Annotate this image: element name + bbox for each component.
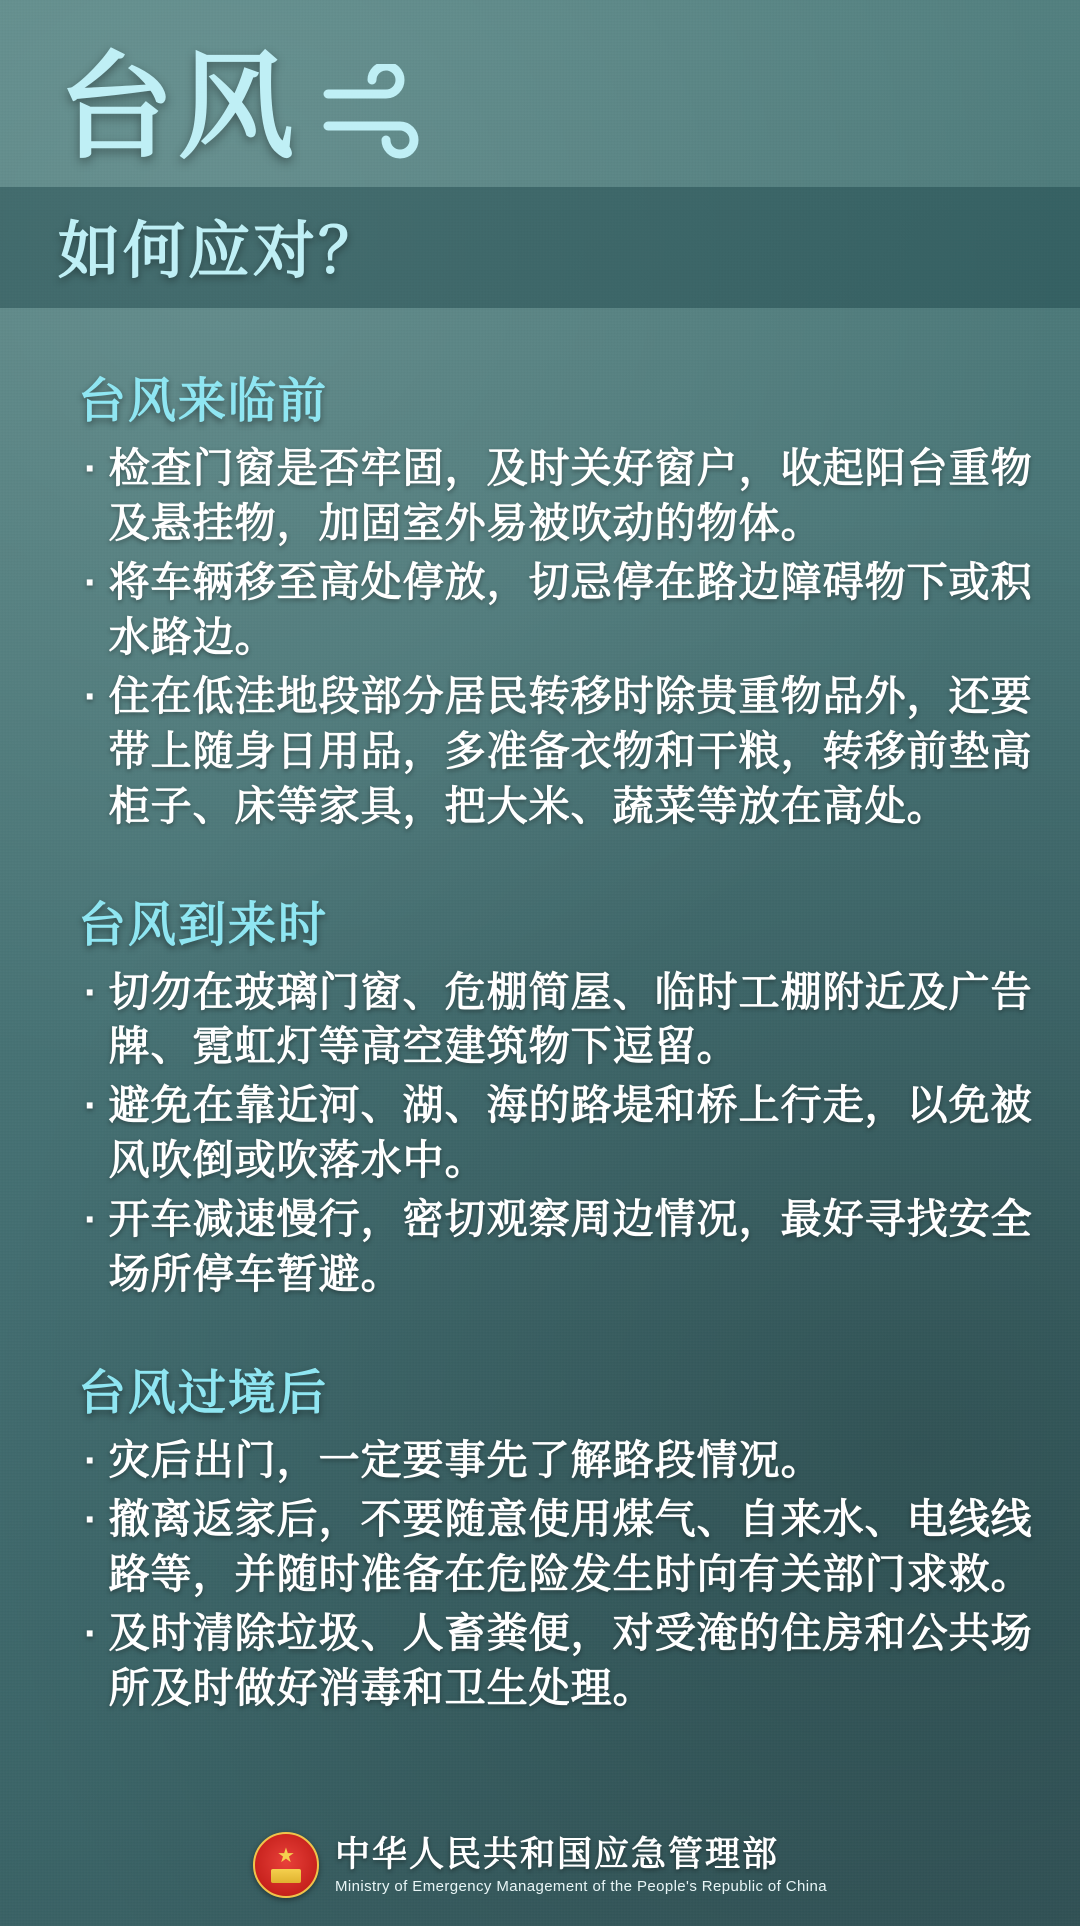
bullet-icon: · xyxy=(84,672,99,719)
list-item-text: 切勿在玻璃门窗、危棚简屋、临时工棚附近及广告牌、霓虹灯等高空建筑物下逗留。 xyxy=(108,968,1033,1070)
list-item-text: 将车辆移至高处停放，切忌停在路边障碍物下或积水路边。 xyxy=(108,558,1033,660)
title-row xyxy=(58,42,1080,172)
list-item xyxy=(44,555,1036,665)
section-heading: 台风到来时 xyxy=(78,898,329,952)
emblem-star: ★ xyxy=(277,1845,295,1867)
bullet-icon: · xyxy=(84,444,99,491)
section-after-typhoon xyxy=(44,1354,1036,1716)
page-title: 台风 xyxy=(58,42,298,172)
list-item-text: 灾后出门，一定要事先了解路段情况。 xyxy=(108,1437,823,1484)
list-item xyxy=(44,965,1036,1075)
footer-text-block xyxy=(335,1835,827,1896)
list-item-text: 开车减速慢行，密切观察周边情况，最好寻找安全场所停车暂避。 xyxy=(108,1196,1033,1298)
section-item-list xyxy=(44,965,1036,1303)
list-item-text: 撤离返家后，不要随意使用煤气、自来水、电线线路等，并随时准备在危险发生时向有关部门求救。 xyxy=(108,1496,1033,1598)
bullet-icon: · xyxy=(84,968,99,1015)
list-item-text: 住在低洼地段部分居民转移时除贵重物品外，还要带上随身日用品，多准备衣物和干粮，转移前垫高柜子、床等家具，把大米、蔬菜等放在高处。 xyxy=(108,672,1033,829)
list-item-text: 检查门窗是否牢固，及时关好窗户，收起阳台重物及悬挂物，加固室外易被吹动的物体。 xyxy=(108,444,1033,546)
section-during-typhoon xyxy=(44,886,1036,1303)
bullet-icon: · xyxy=(84,1196,99,1243)
bullet-icon: · xyxy=(84,1496,99,1543)
bullet-icon: · xyxy=(84,1609,99,1656)
subtitle-band xyxy=(0,187,1080,308)
list-item xyxy=(44,1192,1036,1302)
section-item-list xyxy=(44,1433,1036,1716)
bullet-icon: · xyxy=(84,1082,99,1129)
section-before-typhoon xyxy=(44,362,1036,834)
bullet-icon: · xyxy=(84,558,99,605)
list-item-text: 及时清除垃圾、人畜粪便，对受淹的住房和公共场所及时做好消毒和卫生处理。 xyxy=(108,1609,1033,1711)
poster-header xyxy=(0,0,1080,172)
poster-footer xyxy=(0,1832,1080,1898)
organization-name-cn: 中华人民共和国应急管理部 xyxy=(334,1834,779,1874)
section-heading: 台风过境后 xyxy=(78,1367,329,1421)
organization-name-en: Ministry of Emergency Management of the People's Republic of China xyxy=(334,1878,827,1895)
list-item xyxy=(44,1606,1036,1716)
section-item-list xyxy=(44,441,1036,834)
emblem-gate xyxy=(271,1869,301,1883)
page-subtitle: 如何应对？ xyxy=(58,216,384,286)
bullet-icon: · xyxy=(84,1437,99,1484)
national-emblem-icon xyxy=(253,1832,319,1898)
list-item xyxy=(44,1433,1036,1488)
list-item xyxy=(44,1492,1036,1602)
list-item-text: 避免在靠近河、湖、海的路堤和桥上行走，以免被风吹倒或吹落水中。 xyxy=(108,1082,1033,1184)
sections-container xyxy=(0,308,1080,1716)
list-item xyxy=(44,669,1036,834)
wind-icon xyxy=(314,64,434,165)
list-item xyxy=(44,1078,1036,1188)
list-item xyxy=(44,441,1036,551)
section-heading: 台风来临前 xyxy=(78,374,329,428)
